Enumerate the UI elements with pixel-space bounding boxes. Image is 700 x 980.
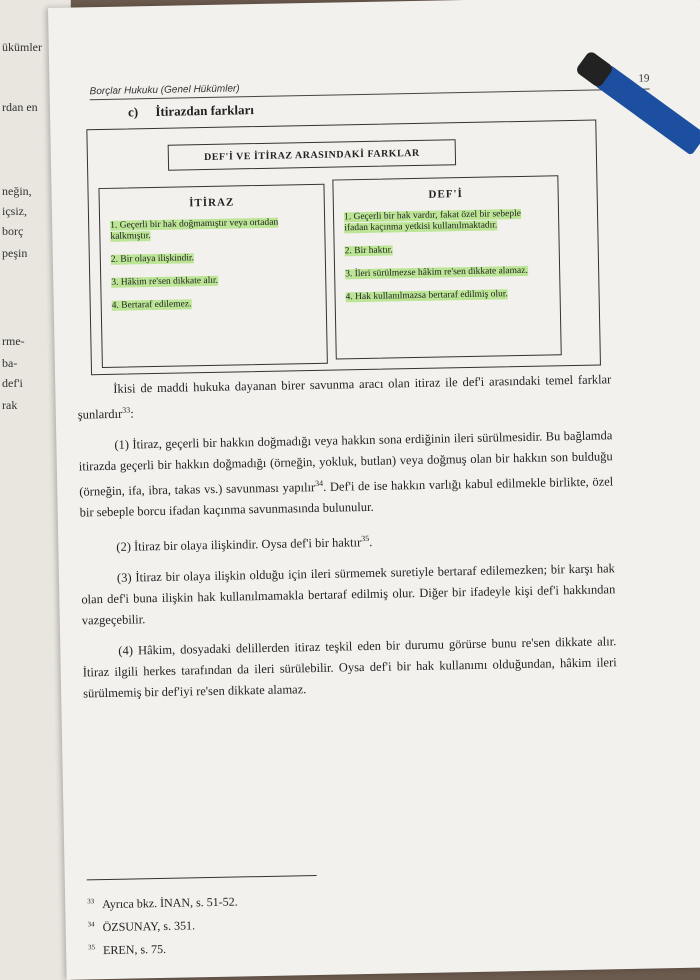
edge-text: peşin <box>2 246 28 260</box>
book-page <box>48 0 700 980</box>
defi-heading: DEF'İ <box>428 188 463 201</box>
footnote-ref: 34 <box>314 478 324 489</box>
list-item: 2. Bir haktır. <box>344 245 393 257</box>
intro-paragraph: İkisi de maddi hukuka dayanan birer savunma aracı olan itiraz ile def'i arasındaki temel farklar şunlardır$^{33}$: <box>77 372 612 422</box>
body-text <box>77 369 617 715</box>
footnote: $^{34}$ ÖZSUNAY, s. 351. <box>87 918 196 935</box>
itiraz-list <box>110 217 326 312</box>
defi-list <box>344 208 560 303</box>
footnote-ref: 33 <box>122 405 131 415</box>
section-title: İtirazdan farkları <box>155 102 255 119</box>
paragraph-2: (2) İtiraz bir olaya ilişkindir. Oysa def'i bir haktır$^{35}$. <box>116 534 373 555</box>
page-number: 19 <box>638 72 650 85</box>
paragraph-3: (3) İtiraz bir olaya ilişkin olduğu için ileri sürmemek suretiyle bertaraf edilemezken; bir karşı hak olan def'i buna ilişkin hak kullanılmamakla bertaraf edilmiş olur. Diğer bir ifadeyle kişi def'i hakkından vazgeçebilir. <box>81 561 616 628</box>
defi-column <box>332 175 561 359</box>
edge-text: içsiz, <box>2 204 27 218</box>
section-heading <box>128 102 254 120</box>
edge-text: rdan en <box>2 100 38 114</box>
itiraz-heading: İTİRAZ <box>189 196 235 210</box>
table-title: DEF'İ VE İTİRAZ ARASINDAKİ FARKLAR <box>168 139 456 171</box>
list-item: 4. Hak kullanılmazsa bertaraf edilmiş olur. <box>345 289 508 303</box>
list-item: 1. Geçerli bir hak vardır, fakat özel bir sebeple ifadan kaçınma yetkisi kullanılmaktadır. <box>343 208 522 234</box>
footnote: $^{33}$ Ayrıca bkz. İNAN, s. 51-52. <box>87 894 238 912</box>
list-item: 1. Geçerli bir hak doğmamıştır veya ortadan kalkmıştır. <box>110 217 279 242</box>
section-label: c) <box>127 104 139 120</box>
running-title: Borçlar Hukuku (Genel Hükümler) <box>89 83 240 98</box>
list-item: 4. Bertaraf edilemez. <box>111 299 192 311</box>
running-header <box>89 68 649 100</box>
edge-text: borç <box>2 224 24 238</box>
edge-text: ba- <box>2 356 18 370</box>
footnote: $^{35}$ EREN, s. 75. <box>87 941 167 958</box>
footnotes <box>87 889 239 961</box>
footnote-ref: 35 <box>361 534 370 544</box>
paragraph-1: (1) İtiraz, geçerli bir hakkın doğmadığı veya hakkın sona erdiğinin ileri sürülmesidir. Bu bağlamda itirazda geçerli bir hakkın doğmadığı (örneğin, yokluk, butlan) veya doğmuş olan bir hakkın son bulduğu (örneğin, ifa, ibra, takas vs.) savunması yapılır$^{34}$. Def'i de ise hakkın varlığı kabul edilmekle birlikte, özel bir sebeple borcu ifadan kaçınma savunmasında bulunulur. <box>78 428 614 520</box>
edge-text: neğin, <box>2 184 32 198</box>
edge-text: rak <box>2 398 18 412</box>
list-item: 3. İleri sürülmezse hâkim re'sen dikkate alamaz. <box>345 265 528 280</box>
comparison-table <box>86 119 601 375</box>
footnote-divider <box>87 875 317 880</box>
edge-text: ükümler <box>2 40 42 54</box>
list-item: 2. Bir olaya ilişkindir. <box>110 253 195 265</box>
itiraz-column <box>98 184 327 368</box>
paragraph-4: (4) Hâkim, dosyadaki delillerden itiraz teşkil eden bir durumu görürse bunu re'sen dikkate alır. İtiraz ilgili herkes tarafından da ileri sürülebilir. Oysa def'i bir hak kullanımı olduğundan, hâkim ileri sürülmemiş bir def'iyi re'sen dikkate alamaz. <box>82 634 617 701</box>
edge-text: def'i <box>2 376 23 390</box>
edge-text: rme- <box>2 334 25 348</box>
list-item: 3. Hâkim re'sen dikkate alır. <box>111 275 219 288</box>
